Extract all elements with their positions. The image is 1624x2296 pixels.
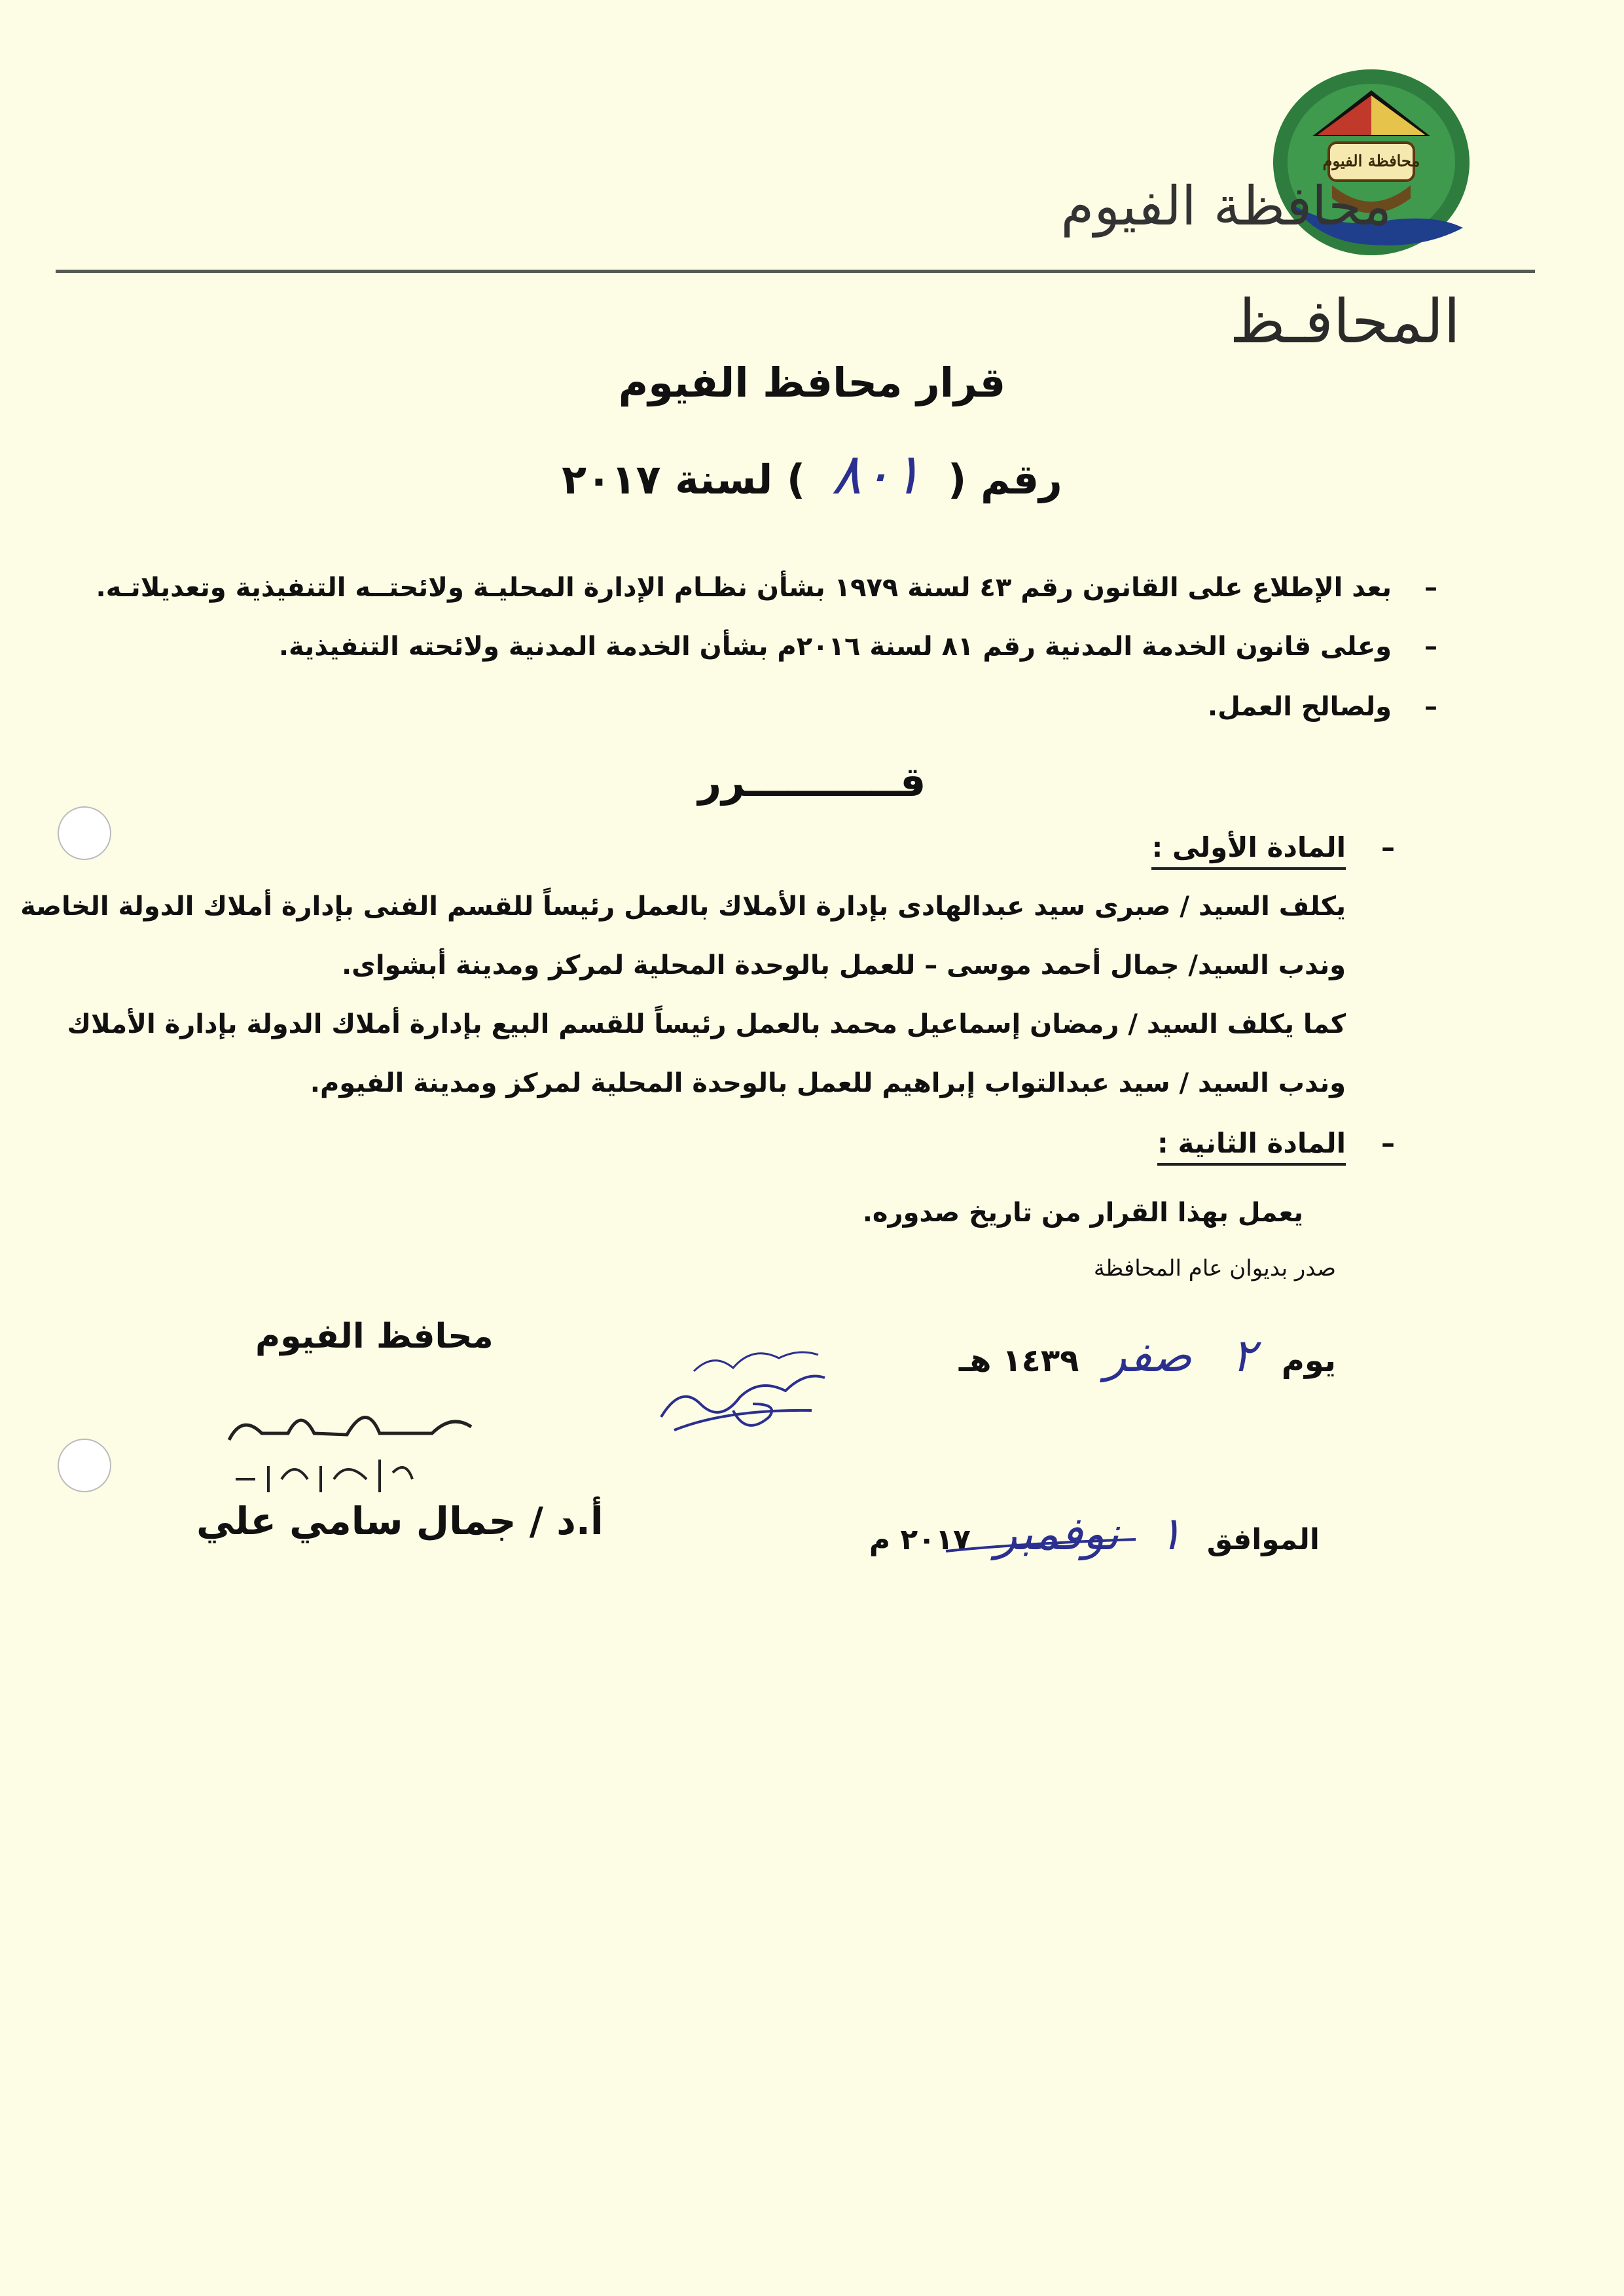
- hijri-month-handwritten: صفر: [1104, 1329, 1192, 1382]
- governor-signature: [216, 1388, 504, 1499]
- preamble-text: وعلى قانون الخدمة المدنية رقم ٨١ لسنة ٢٠١٦م بشأن الخدمة المدنية ولائحته التنفيذية.: [278, 632, 1392, 662]
- preamble-text: ولصالح العمل.: [1207, 692, 1392, 722]
- governor-title: محافظ الفيوم: [255, 1317, 494, 1356]
- article-1-heading: [1151, 831, 1395, 870]
- punch-hole: [58, 1439, 111, 1492]
- preamble-item: [1207, 692, 1437, 722]
- bullet-dash: –: [1381, 1127, 1395, 1159]
- bullet-dash: –: [1424, 573, 1437, 603]
- article-1-line: كما يكلف السيد / رمضان إسماعيل محمد بالعمل رئيساً للقسم البيع بإدارة أملاك الدولة بإدارة الأملاك: [67, 1009, 1346, 1039]
- hijri-year: ١٤٣٩ هـ: [958, 1342, 1079, 1379]
- decree-title: قرار محافظ الفيوم: [618, 359, 1006, 406]
- bullet-dash: –: [1424, 632, 1437, 662]
- article-1-line: وندب السيد/ جمال أحمد موسى – للعمل بالوحدة المحلية لمركز ومدينة أبشواى.: [341, 950, 1346, 980]
- governorate-name-heading: محافظة الفيوم: [1060, 175, 1392, 238]
- gregorian-day-handwritten: ١: [1157, 1507, 1183, 1560]
- gregorian-year: ٢٠١٧ م: [869, 1523, 971, 1556]
- preamble-item: [278, 632, 1437, 662]
- bullet-dash: –: [1381, 831, 1395, 863]
- hijri-day-handwritten: ٢: [1231, 1329, 1256, 1382]
- office-label: المحافـظ: [1229, 287, 1460, 357]
- decree-number-suffix: ) لسنة ٢٠١٧: [562, 456, 806, 503]
- article-1-line: وندب السيد / سيد عبدالتواب إبراهيم للعمل بالوحدة المحلية لمركز ومدينة الفيوم.: [310, 1068, 1346, 1098]
- article-1-heading-text: المادة الأولى :: [1151, 831, 1346, 863]
- article-2-heading-text: المادة الثانية :: [1157, 1127, 1346, 1159]
- decision-heading: قـــــــــــرر: [698, 758, 926, 806]
- clerk-signature: [655, 1332, 831, 1450]
- gregorian-month-handwritten: نوفمبر: [995, 1507, 1119, 1560]
- punch-hole: [58, 806, 111, 860]
- decree-number-prefix: رقم (: [948, 456, 1062, 503]
- issued-at-note: صدر بديوان عام المحافظة: [1093, 1255, 1336, 1282]
- article-2-line: يعمل بهذا القرار من تاريخ صدوره.: [862, 1198, 1303, 1228]
- preamble-item: [96, 573, 1437, 603]
- gregorian-date-label: الموافق: [1206, 1523, 1320, 1556]
- article-1-line: يكلف السيد / صبرى سيد عبدالهادى بإدارة الأملاك بالعمل رئيساً للقسم الفنى بإدارة أملاك الدولة الخاصة: [20, 891, 1346, 922]
- bullet-dash: –: [1424, 692, 1437, 722]
- seal-text: محافظة الفيوم: [1322, 151, 1420, 170]
- governor-name: أ.د / جمال سامي علي: [196, 1499, 604, 1543]
- handwritten-date-underline: [943, 1532, 1139, 1558]
- hijri-date-label: يوم: [1281, 1342, 1336, 1379]
- decree-number-line: [0, 442, 1624, 507]
- preamble-text: بعد الإطلاع على القانون رقم ٤٣ لسنة ١٩٧٩ بشأن نظـام الإدارة المحليـة ولائحتــه التنفيذية وتعديلاتـه.: [96, 573, 1392, 603]
- hijri-date-line: [959, 1329, 1336, 1382]
- article-2-heading: [1157, 1127, 1395, 1166]
- decree-number-handwritten: ٨٠١: [831, 442, 922, 507]
- header-divider: [56, 270, 1535, 273]
